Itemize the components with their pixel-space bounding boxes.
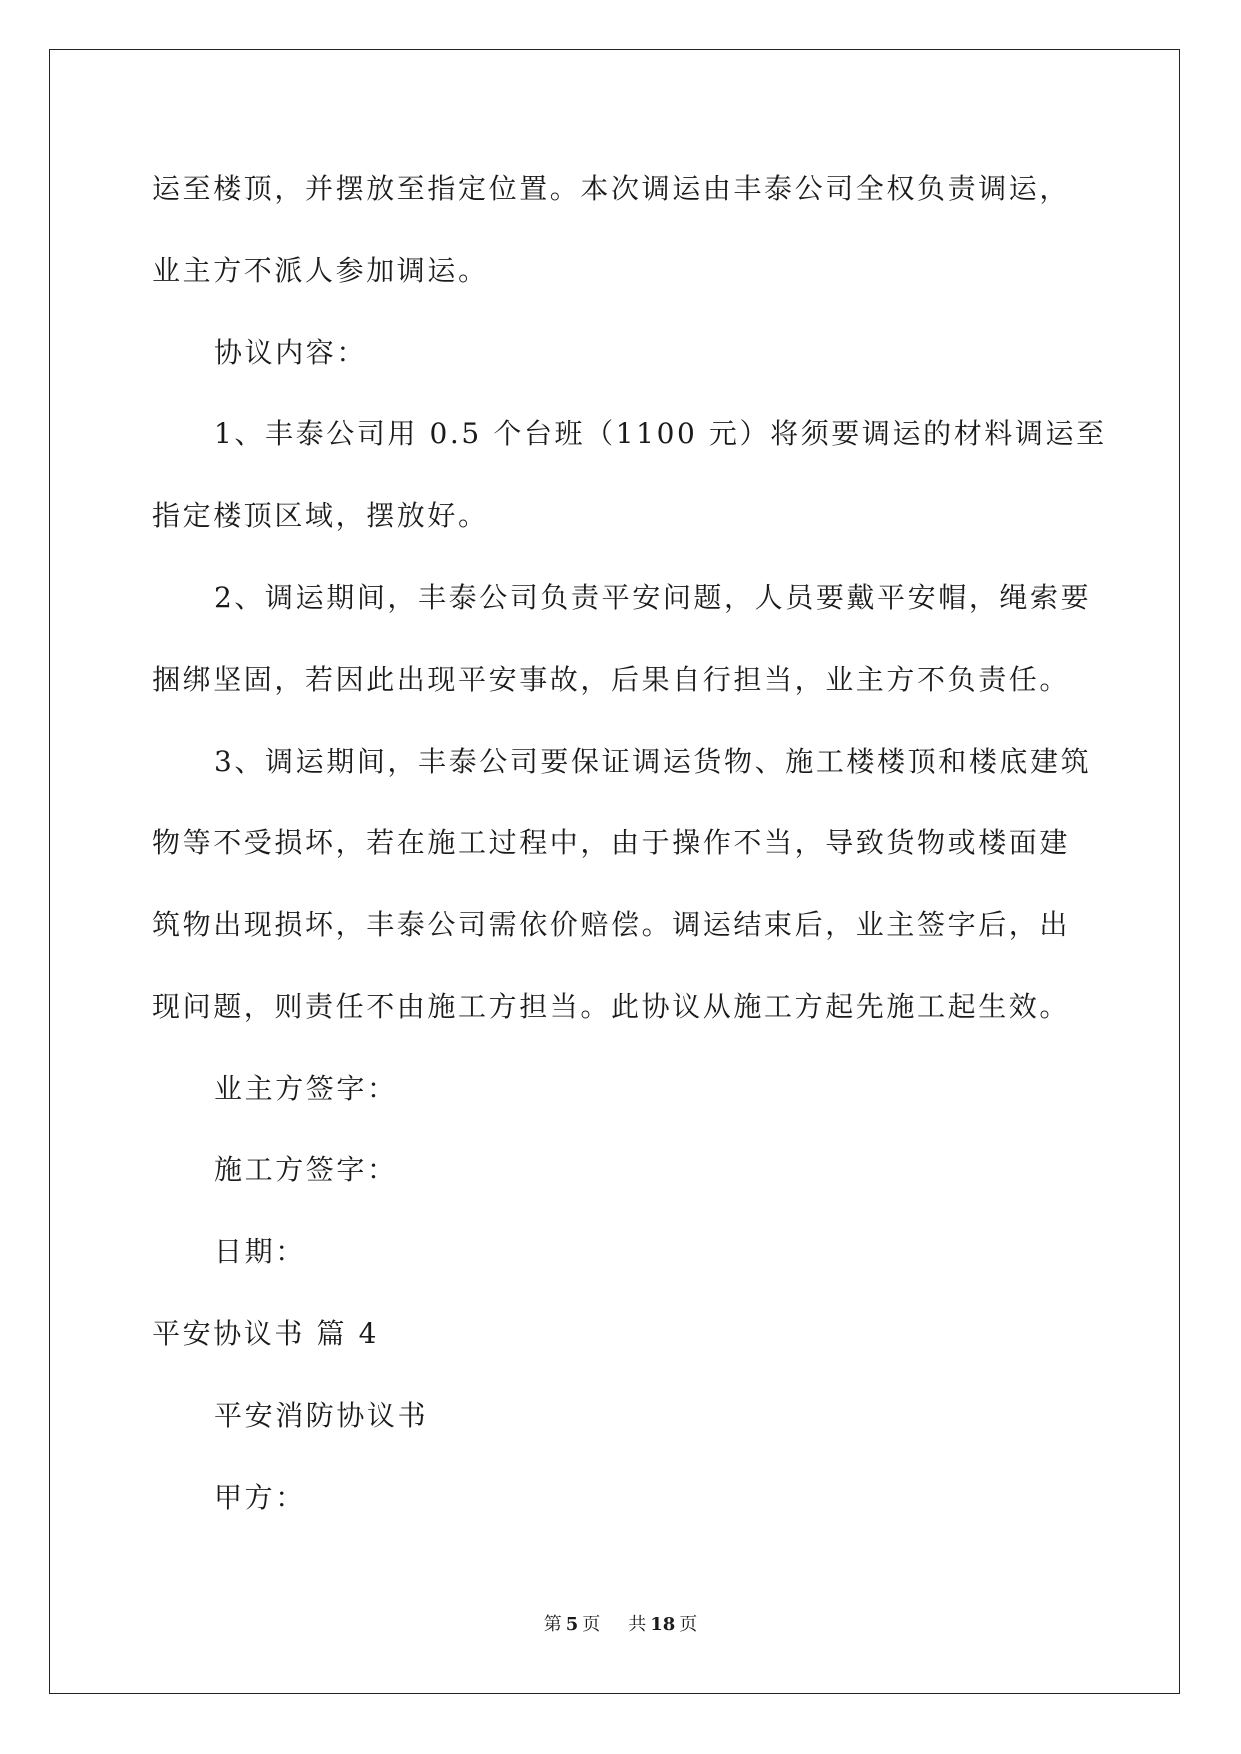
party-a-label: 甲方： bbox=[214, 1481, 306, 1514]
page-number: 5 bbox=[565, 1614, 579, 1635]
page-border bbox=[49, 49, 1180, 1694]
clause-3-line: 物等不受损坏，若在施工过程中，由于操作不当，导致货物或楼面建 bbox=[152, 826, 1071, 859]
total-suffix: 页 bbox=[679, 1614, 698, 1635]
agreement-title: 平安消防协议书 bbox=[214, 1399, 429, 1432]
page-suffix: 页 bbox=[582, 1614, 601, 1635]
page-prefix: 第 bbox=[543, 1614, 562, 1635]
clause-1-line: 指定楼顶区域，摆放好。 bbox=[152, 499, 489, 532]
total-prefix: 共 bbox=[628, 1614, 647, 1635]
total-pages: 18 bbox=[650, 1614, 676, 1635]
article-title: 平安协议书 篇 4 bbox=[152, 1317, 380, 1350]
contractor-signature-label: 施工方签字： bbox=[214, 1153, 398, 1186]
clause-2-line: 捆绑坚固，若因此出现平安事故，后果自行担当，业主方不负责任。 bbox=[152, 663, 1071, 696]
clause-3-line: 3、调运期间，丰泰公司要保证调运货物、施工楼楼顶和楼底建筑 bbox=[214, 745, 1092, 778]
clause-2-line: 2、调运期间，丰泰公司负责平安问题，人员要戴平安帽，绳索要 bbox=[214, 581, 1092, 614]
body-line: 业主方不派人参加调运。 bbox=[152, 254, 489, 287]
clause-3-line: 筑物出现损坏，丰泰公司需依价赔偿。调运结束后，业主签字后，出 bbox=[152, 908, 1071, 941]
clause-1-line: 1、丰泰公司用 0.5 个台班（1100 元）将须要调运的材料调运至 bbox=[214, 417, 1107, 450]
clause-3-line: 现问题，则责任不由施工方担当。此协议从施工方起先施工起生效。 bbox=[152, 990, 1071, 1023]
date-label: 日期： bbox=[214, 1235, 306, 1268]
section-heading: 协议内容： bbox=[214, 336, 368, 369]
owner-signature-label: 业主方签字： bbox=[214, 1072, 398, 1105]
body-line: 运至楼顶，并摆放至指定位置。本次调运由丰泰公司全权负责调运， bbox=[152, 172, 1071, 205]
page-footer bbox=[0, 1613, 1241, 1637]
